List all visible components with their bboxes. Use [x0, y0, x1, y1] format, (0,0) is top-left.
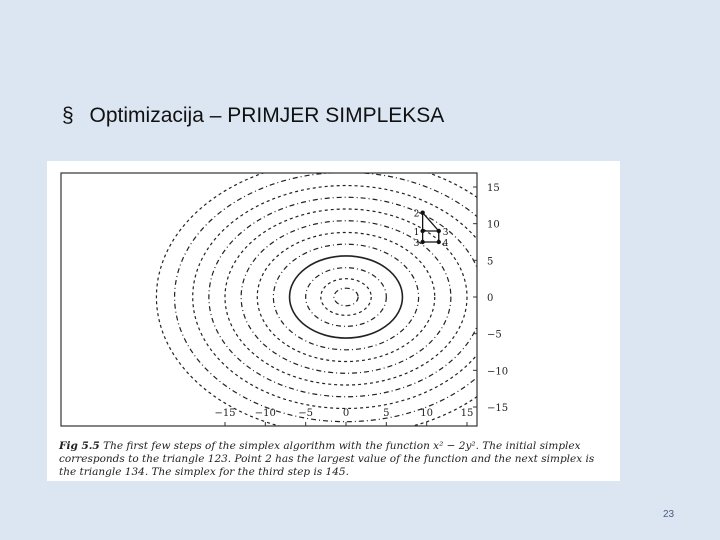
simplex-point-label: 3	[442, 228, 449, 238]
x-tick-label: −5	[298, 408, 314, 419]
contour-line	[321, 279, 371, 316]
figure-caption	[59, 440, 611, 479]
contour-line	[306, 268, 387, 327]
figure-image	[47, 161, 620, 481]
contour-line	[193, 186, 500, 409]
simplex-point	[420, 240, 424, 244]
simplex-point-label: 2	[413, 209, 420, 220]
y-tick-label: 5	[487, 256, 494, 268]
simplex-point-label: 4	[442, 239, 449, 249]
caption-text: The first few steps of the simplex algorithm with the function x² − 2y². The initial simplex corresponds to the triangle 123. Point 2 has the largest value of the function and the next simplex is the triangle 134. The simplex for the third step is 145.	[59, 440, 595, 478]
simplex-point	[420, 229, 424, 233]
x-tick-label: −15	[214, 408, 236, 419]
simplex-point-label: 3	[413, 239, 420, 249]
simplex-edge	[423, 213, 439, 231]
simplex-point-label: 1	[413, 228, 420, 238]
x-tick-label: 0	[342, 408, 350, 419]
simplex-point	[437, 240, 441, 244]
contour-line	[257, 232, 434, 361]
simplex-point	[437, 229, 441, 233]
slide-title	[62, 104, 444, 128]
x-tick-label: 15	[460, 408, 474, 419]
y-tick-label: 10	[487, 219, 500, 231]
y-tick-label: 0	[487, 293, 494, 304]
page-number: 23	[663, 509, 675, 520]
contour-line	[156, 161, 535, 435]
contour-line	[334, 288, 358, 306]
y-tick-label: 15	[487, 183, 500, 194]
y-tick-label: −5	[487, 329, 502, 341]
contour-line	[175, 172, 518, 421]
contour-line	[273, 244, 418, 350]
title-text: Optimizacija – PRIMJER SIMPLEKSA	[89, 104, 445, 127]
y-tick-label: −10	[487, 366, 509, 378]
x-tick-label: 5	[383, 408, 390, 419]
x-tick-label: 10	[420, 408, 434, 419]
y-tick-label: −15	[487, 403, 509, 414]
contour-plot	[47, 161, 620, 441]
x-tick-label: −10	[254, 408, 276, 419]
caption-label: Fig 5.5	[59, 440, 100, 452]
simplex-point	[420, 210, 424, 214]
contour-line	[225, 209, 467, 385]
title-bullet: §	[62, 104, 74, 127]
